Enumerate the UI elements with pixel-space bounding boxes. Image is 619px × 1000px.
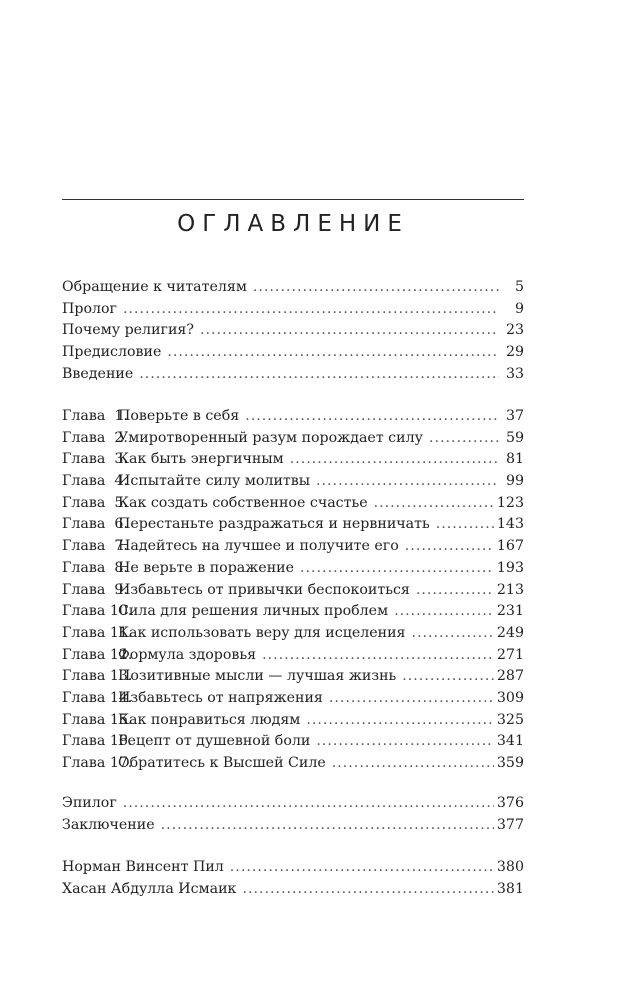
chapter-number: Глава 5. — [62, 494, 128, 511]
authors-list — [62, 857, 524, 900]
toc-page-number: 59 — [505, 429, 524, 446]
chapter-number: Глава 6. — [62, 516, 128, 533]
toc-entry-label — [62, 623, 405, 645]
toc-page-number: 271 — [496, 646, 524, 663]
toc-page-number: 325 — [496, 711, 524, 728]
toc-entry — [62, 558, 524, 580]
toc-entry — [62, 710, 524, 732]
toc-entry-title: Эпилог — [62, 795, 117, 811]
toc-entry — [62, 645, 524, 667]
dot-leader — [416, 580, 494, 602]
toc-entry-label — [62, 428, 423, 450]
toc-page-number: 231 — [496, 603, 524, 620]
toc-entry-title: Перестаньте раздражаться и нервничать — [118, 516, 430, 533]
chapter-number: Глава 16. — [62, 733, 133, 750]
book-page — [62, 0, 524, 1000]
toc-entry-label — [62, 471, 310, 493]
toc-page-number: 29 — [505, 344, 524, 361]
toc-page-number: 213 — [496, 581, 524, 598]
dot-leader — [262, 645, 494, 667]
chapter-number: Глава 13. — [62, 668, 133, 685]
toc-entry-title: Как быть энергичным — [118, 451, 284, 468]
toc-page-number: 5 — [514, 279, 524, 295]
toc-entry-label — [62, 449, 284, 471]
toc-entry-label — [62, 320, 194, 342]
back-matter-list — [62, 793, 524, 836]
toc-entry-title: Введение — [62, 365, 134, 382]
toc-page-number: 380 — [496, 859, 524, 875]
toc-entry-label — [62, 688, 323, 710]
toc-entry-label — [62, 558, 294, 580]
toc-entry-label — [62, 793, 117, 815]
toc-entry — [62, 753, 524, 775]
dot-leader — [242, 879, 493, 901]
chapter-number: Глава 2. — [62, 429, 128, 446]
toc-entry-title: Поверьте в себя — [118, 408, 240, 424]
dot-leader — [123, 793, 494, 815]
dot-leader — [139, 364, 499, 386]
chapter-number: Глава 10. — [62, 603, 133, 620]
chapter-number: Глава 17. — [62, 755, 133, 771]
dot-leader — [253, 277, 499, 299]
dot-leader — [374, 493, 494, 515]
toc-entry — [62, 601, 524, 623]
toc-page-number: 37 — [505, 408, 524, 424]
toc-entry-title: Пролог — [62, 300, 117, 317]
toc-page-number: 287 — [496, 668, 524, 685]
toc-entry-label — [62, 536, 399, 558]
chapter-number: Глава 4. — [62, 473, 128, 490]
toc-entry-title: Сила для решения личных проблем — [118, 603, 389, 620]
toc-page-number: 81 — [505, 451, 524, 468]
toc-page-number: 359 — [496, 755, 524, 771]
toc-entry-label — [62, 666, 396, 688]
toc-entry — [62, 857, 524, 879]
toc-entry — [62, 320, 524, 342]
toc-page-number: 341 — [496, 733, 524, 750]
dot-leader — [230, 857, 494, 879]
toc-entry-title: Позитивные мысли — лучшая жизнь — [118, 668, 397, 685]
toc-entry-title: Норман Винсент Пил — [62, 859, 224, 875]
toc-entry-title: Избавьтесь от привычки беспокоиться — [118, 581, 410, 598]
chapter-number: Глава 15. — [62, 711, 133, 728]
page-title: ОГЛАВЛЕНИЕ — [177, 211, 409, 237]
chapter-number: Глава 9. — [62, 581, 128, 598]
chapter-number: Глава 1. — [62, 408, 128, 424]
toc-entry-title: Обращение к читателям — [62, 279, 247, 295]
toc-entry — [62, 731, 524, 753]
toc-page-number: 23 — [505, 322, 524, 339]
toc-entry-label — [62, 710, 300, 732]
toc-entry — [62, 406, 524, 428]
toc-entry — [62, 536, 524, 558]
toc-page-number: 9 — [514, 300, 524, 317]
dot-leader — [402, 666, 494, 688]
toc-page-number: 33 — [505, 365, 524, 382]
toc-entry-label — [62, 514, 430, 536]
toc-page-number: 167 — [496, 538, 524, 555]
toc-entry-label — [62, 601, 388, 623]
toc-entry — [62, 688, 524, 710]
dot-leader — [316, 731, 494, 753]
toc-entry-label — [62, 731, 310, 753]
toc-entry — [62, 879, 524, 901]
toc-entry-title: Формула здоровья — [118, 646, 257, 663]
toc-entry-label — [62, 815, 155, 837]
toc-entry — [62, 428, 524, 450]
toc-page-number: 143 — [496, 516, 524, 533]
toc-entry-label — [62, 857, 224, 879]
toc-page-number: 381 — [496, 880, 524, 897]
dot-leader — [123, 299, 499, 321]
dot-leader — [329, 688, 494, 710]
dot-leader — [290, 449, 499, 471]
dot-leader — [332, 753, 494, 775]
chapter-number: Глава 3. — [62, 451, 128, 468]
toc-entry-title: Заключение — [62, 816, 155, 833]
toc-entry-title: Умиротворенный разум порождает силу — [118, 429, 423, 446]
toc-entry-title: Как понравиться людям — [118, 711, 301, 728]
toc-entry-label — [62, 277, 247, 299]
toc-page-number: 249 — [496, 624, 524, 641]
toc-entry-title: Почему религия? — [62, 322, 194, 339]
dot-leader — [300, 558, 494, 580]
dot-leader — [167, 342, 499, 364]
toc-entry-title: Испытайте силу молитвы — [118, 473, 311, 490]
dot-leader — [405, 536, 494, 558]
toc-entry — [62, 815, 524, 837]
dot-leader — [429, 428, 499, 450]
dot-leader — [436, 514, 494, 536]
toc-entry-title: Как использовать веру для исцеления — [118, 624, 406, 641]
dot-leader — [316, 471, 499, 493]
toc-entry-title: Предисловие — [62, 344, 162, 361]
toc-entry-label — [62, 753, 326, 775]
toc-entry-label — [62, 580, 410, 602]
toc-entry — [62, 342, 524, 364]
dot-leader — [245, 406, 499, 428]
toc-entry-label — [62, 493, 368, 515]
dot-leader — [200, 320, 499, 342]
dot-leader — [306, 710, 494, 732]
toc-entry — [62, 793, 524, 815]
toc-page-number: 99 — [505, 473, 524, 490]
toc-entry — [62, 364, 524, 386]
dot-leader — [394, 601, 494, 623]
toc-entry — [62, 299, 524, 321]
top-divider-rule — [62, 199, 524, 200]
toc-entry — [62, 277, 524, 299]
toc-entry-title: Хасан Абдулла Исмаик — [62, 880, 237, 897]
toc-entry-title: Не верьте в поражение — [118, 559, 295, 576]
toc-page-number: 123 — [496, 494, 524, 511]
chapter-number: Глава 7. — [62, 538, 128, 555]
toc-entry-label — [62, 299, 117, 321]
toc-entry — [62, 449, 524, 471]
toc-page-number: 193 — [496, 559, 524, 576]
front-matter-list — [62, 277, 524, 385]
toc-entry-title: Надейтесь на лучшее и получите его — [118, 538, 399, 555]
toc-entry — [62, 471, 524, 493]
chapters-list — [62, 406, 524, 775]
toc-entry — [62, 580, 524, 602]
toc-entry-title: Рецепт от душевной боли — [118, 733, 311, 750]
toc-entry-label — [62, 406, 239, 428]
dot-leader — [161, 815, 494, 837]
toc-page-number: 309 — [496, 689, 524, 706]
chapter-number: Глава 11. — [62, 624, 133, 641]
chapter-number: Глава 8. — [62, 559, 128, 576]
toc-page-number: 376 — [496, 795, 524, 811]
dot-leader — [411, 623, 493, 645]
toc-entry-title: Как создать собственное счастье — [118, 494, 368, 511]
toc-entry — [62, 623, 524, 645]
toc-entry-title: Избавьтесь от напряжения — [118, 689, 323, 706]
toc-entry — [62, 666, 524, 688]
toc-entry-title: Обратитесь к Высшей Силе — [118, 755, 326, 771]
chapter-number: Глава 14. — [62, 689, 133, 706]
chapter-number: Глава 12. — [62, 646, 133, 663]
toc-entry-label — [62, 342, 161, 364]
toc-entry — [62, 493, 524, 515]
toc-entry-label — [62, 645, 256, 667]
toc-entry — [62, 514, 524, 536]
toc-entry-label — [62, 879, 236, 901]
toc-page-number: 377 — [496, 816, 524, 833]
toc-entry-label — [62, 364, 133, 386]
